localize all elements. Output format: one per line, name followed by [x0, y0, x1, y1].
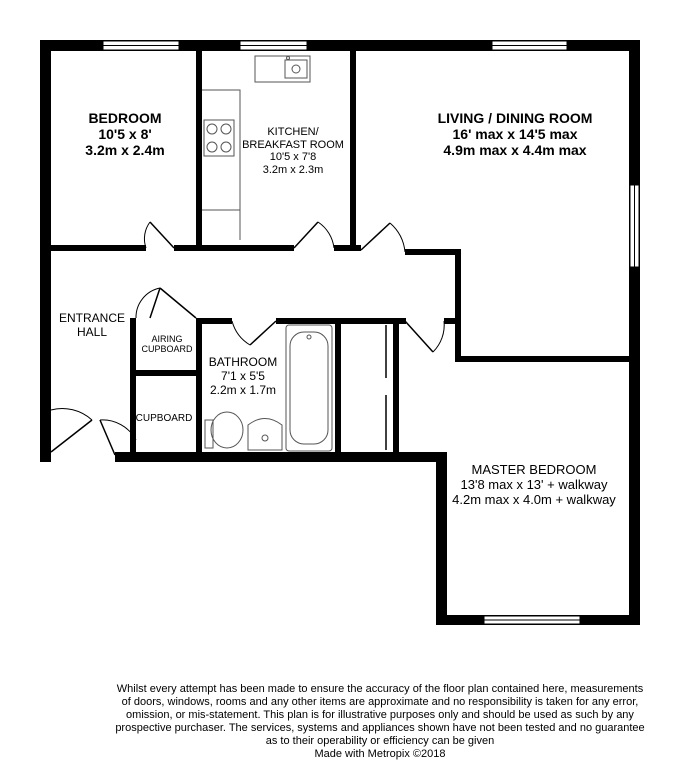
bedroom-imperial: 10'5 x 8': [98, 126, 152, 143]
airing-cupboard-label: [134, 334, 200, 355]
disclaimer-line: omission, or mis-statement. This plan is for illustrative purposes only and should be used as such by any: [126, 709, 634, 721]
toilet-bowl: [211, 412, 243, 448]
master-bedroom-metric: 4.2m max x 4.0m + walkway: [452, 491, 616, 507]
bathroom-metric: 2.2m x 1.7m: [209, 382, 277, 397]
living-metric: 4.9m max x 4.4m max: [443, 142, 587, 159]
bath: [286, 325, 332, 451]
bedroom-metric: 3.2m x 2.4m: [85, 142, 165, 159]
bathroom-label: [200, 356, 286, 397]
disclaimer-line: Whilst every attempt has been made to ensure the accuracy of the floor plan contained here, measurements: [116, 683, 644, 695]
living-name: LIVING / DINING ROOM: [437, 110, 593, 126]
bathroom-name: BATHROOM: [208, 355, 278, 369]
living-label: [400, 110, 630, 158]
master-bedroom-imperial: 13'8 max x 13' + walkway: [460, 476, 608, 492]
disclaimer-line: prospective purchaser. The services, systems and appliances shown have not been tested and no guarantee: [115, 722, 645, 734]
entrance-hall-line2: HALL: [76, 324, 108, 339]
living-imperial: 16' max x 14'5 max: [452, 126, 578, 143]
entrance-hall-label: [52, 312, 132, 340]
airing-cupboard-line2: CUPBOARD: [141, 344, 193, 355]
kitchen-metric: 3.2m x 2.3m: [262, 163, 324, 176]
cupboard-label: [130, 413, 198, 425]
kitchen-imperial: 10'5 x 7'8: [269, 151, 317, 164]
bedroom-name: BEDROOM: [88, 110, 162, 126]
cupboard-name: CUPBOARD: [135, 413, 193, 424]
disclaimer-line: as to their operability or efficiency can be given: [265, 735, 495, 747]
bedroom-label: [70, 110, 180, 158]
disclaimer: [60, 683, 699, 761]
airing-cupboard-line1: AIRING: [151, 334, 183, 344]
disclaimer-line: of doors, windows, rooms and any other items are approximate and no responsibility is taken for any error,: [121, 696, 639, 708]
basin: [248, 419, 282, 451]
made-with-credit: Made with Metropix ©2018: [314, 748, 446, 760]
kitchen-name-1: KITCHEN/: [267, 126, 319, 138]
bathroom-imperial: 7'1 x 5'5: [221, 368, 265, 383]
master-bedroom-label: [436, 463, 632, 508]
master-bedroom-name: MASTER BEDROOM: [471, 462, 597, 477]
kitchen-label: [230, 126, 356, 177]
entrance-hall-line1: ENTRANCE: [58, 311, 125, 325]
kitchen-name-2: BREAKFAST ROOM: [242, 138, 344, 151]
